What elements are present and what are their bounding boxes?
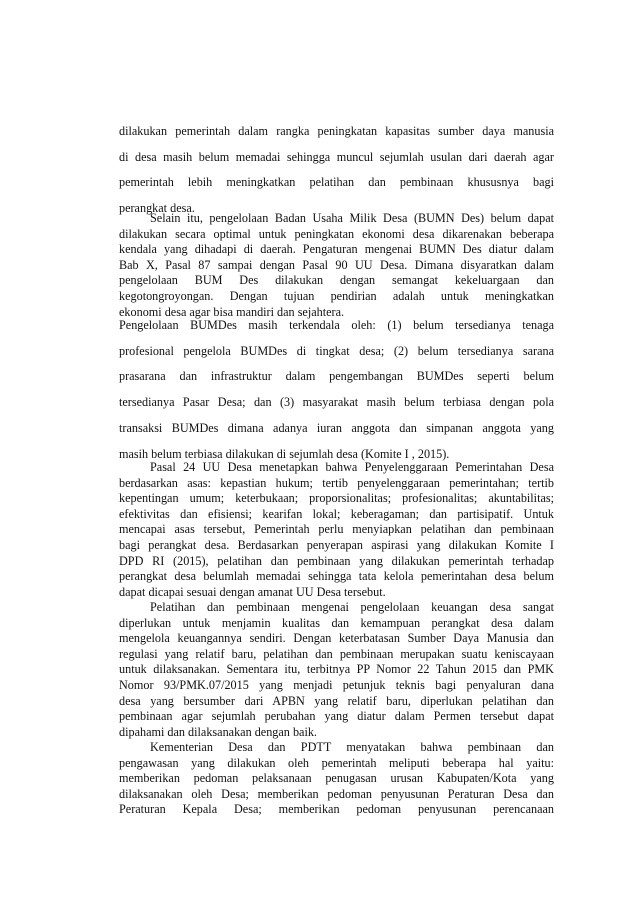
- text-line: Pengelolaan BUMDes masih terkendala oleh: (1) belum tersedianya tenaga: [119, 318, 554, 332]
- text-line: di desa masih belum memadai sehingga muncul sejumlah usulan dari daerah agar: [119, 149, 554, 164]
- text-line: masih belum terbiasa dilakukan di sejumlah desa (Komite I , 2015).: [119, 446, 450, 461]
- text-line: kendala yang dihadapi di daerah. Pengaturan mengenai BUMN Des diatur dalam: [119, 242, 554, 257]
- text-line: berdasarkan asas: kepastian hukum; tertib penyelenggaraan pemerintahan; tertib: [119, 475, 554, 490]
- paragraph-2: [119, 211, 554, 320]
- text-line: dilakukan secara optimal untuk peningkatan ekonomi desa dikarenakan beberapa: [119, 226, 554, 241]
- text-line: Bab X, Pasal 87 sampai dengan Pasal 90 UU Desa. Dimana disyaratkan dalam: [119, 257, 554, 272]
- text-line: Kementerian Desa dan PDTT menyatakan bahwa pembinaan dan: [150, 740, 554, 754]
- text-line: Peraturan Kepala Desa; memberikan pedoman penyusunan perencanaan: [119, 802, 554, 817]
- text-line: dipahami dan dilaksanakan dengan baik.: [119, 724, 317, 739]
- text-line: kegotongroyongan. Dengan tujuan pendirian adalah untuk meningkatkan: [119, 288, 554, 303]
- text-line: Pelatihan dan pembinaan mengenai pengelolaan keuangan desa sangat: [150, 600, 554, 614]
- paragraph-4: [119, 460, 554, 600]
- text-line: regulasi yang relatif baru, pelatihan dan pembinaan merupakan suatu keniscayaan: [119, 646, 554, 661]
- text-line: Selain itu, pengelolaan Badan Usaha Milik Desa (BUMN Des) belum dapat: [150, 211, 554, 225]
- text-line: mencapai asas tersebut, Pemerintah perlu menyiapkan pelatihan dan pembinaan: [119, 522, 554, 537]
- paragraph-6: [119, 740, 554, 818]
- text-line: perangkat desa belumlah memadai sehingga tata kelola pemerintahan desa belum: [119, 569, 554, 584]
- text-line: pengawasan yang dilakukan oleh pemerintah meliputi beberapa hal yaitu:: [119, 755, 554, 770]
- text-line: pemerintah lebih meningkatkan pelatihan dan pembinaan khususnya bagi: [119, 175, 554, 190]
- text-line: transaksi BUMDes dimana adanya iuran anggota dan simpanan anggota yang: [119, 420, 554, 435]
- text-line: prasarana dan infrastruktur dalam pengembangan BUMDes seperti belum: [119, 369, 554, 384]
- text-line: ekonomi desa agar bisa mandiri dan sejahtera.: [119, 304, 345, 319]
- text-line: pengelolaan BUM Des dilakukan dengan semangat kekeluargaan dan: [119, 273, 554, 288]
- text-line: bagi perangkat desa. Berdasarkan penyerapan aspirasi yang dilakukan Komite I: [119, 537, 554, 552]
- text-line: diperlukan untuk menjamin kualitas dan kemampuan perangkat desa dalam: [119, 615, 554, 630]
- text-line: dilaksanakan oleh Desa; memberikan pedoman penyusunan Peraturan Desa dan: [119, 786, 554, 801]
- paragraph-1: [119, 119, 554, 222]
- paragraph-5: [119, 600, 554, 740]
- text-line: kepentingan umum; keterbukaan; proporsionalitas; profesionalitas; akuntabilitas;: [119, 491, 554, 506]
- text-line: dilakukan pemerintah dalam rangka peningkatan kapasitas sumber daya manusia: [119, 124, 554, 138]
- text-line: DPD RI (2015), pelatihan dan pembinaan yang dilakukan pemerintah terhadap: [119, 553, 554, 568]
- paragraph-3: [119, 313, 554, 467]
- text-line: Pasal 24 UU Desa menetapkan bahwa Penyelenggaraan Pemerintahan Desa: [150, 460, 554, 474]
- text-line: memberikan pedoman pelaksanaan penugasan urusan Kabupaten/Kota yang: [119, 771, 554, 786]
- text-line: mengelola keuangannya sendiri. Dengan keterbatasan Sumber Daya Manusia dan: [119, 631, 554, 646]
- text-line: perangkat desa.: [119, 201, 195, 216]
- text-line: efektivitas dan efisiensi; kearifan lokal; keberagaman; dan partisipatif. Untuk: [119, 506, 554, 521]
- text-line: untuk dilaksanakan. Sementara itu, terbitnya PP Nomor 22 Tahun 2015 dan PMK: [119, 662, 554, 677]
- text-line: dapat dicapai sesuai dengan amanat UU Desa tersebut.: [119, 584, 386, 599]
- text-line: tersedianya Pasar Desa; dan (3) masyarakat masih belum terbiasa dengan pola: [119, 395, 554, 410]
- text-line: pembinaan agar sejumlah perubahan yang diatur dalam Permen tersebut dapat: [119, 709, 554, 724]
- text-line: desa yang bersumber dari APBN yang relatif baru, diperlukan pelatihan dan: [119, 693, 554, 708]
- text-line: Nomor 93/PMK.07/2015 yang menjadi petunjuk teknis bagi penyaluran dana: [119, 677, 554, 692]
- text-line: profesional pengelola BUMDes di tingkat desa; (2) belum tersedianya sarana: [119, 343, 554, 358]
